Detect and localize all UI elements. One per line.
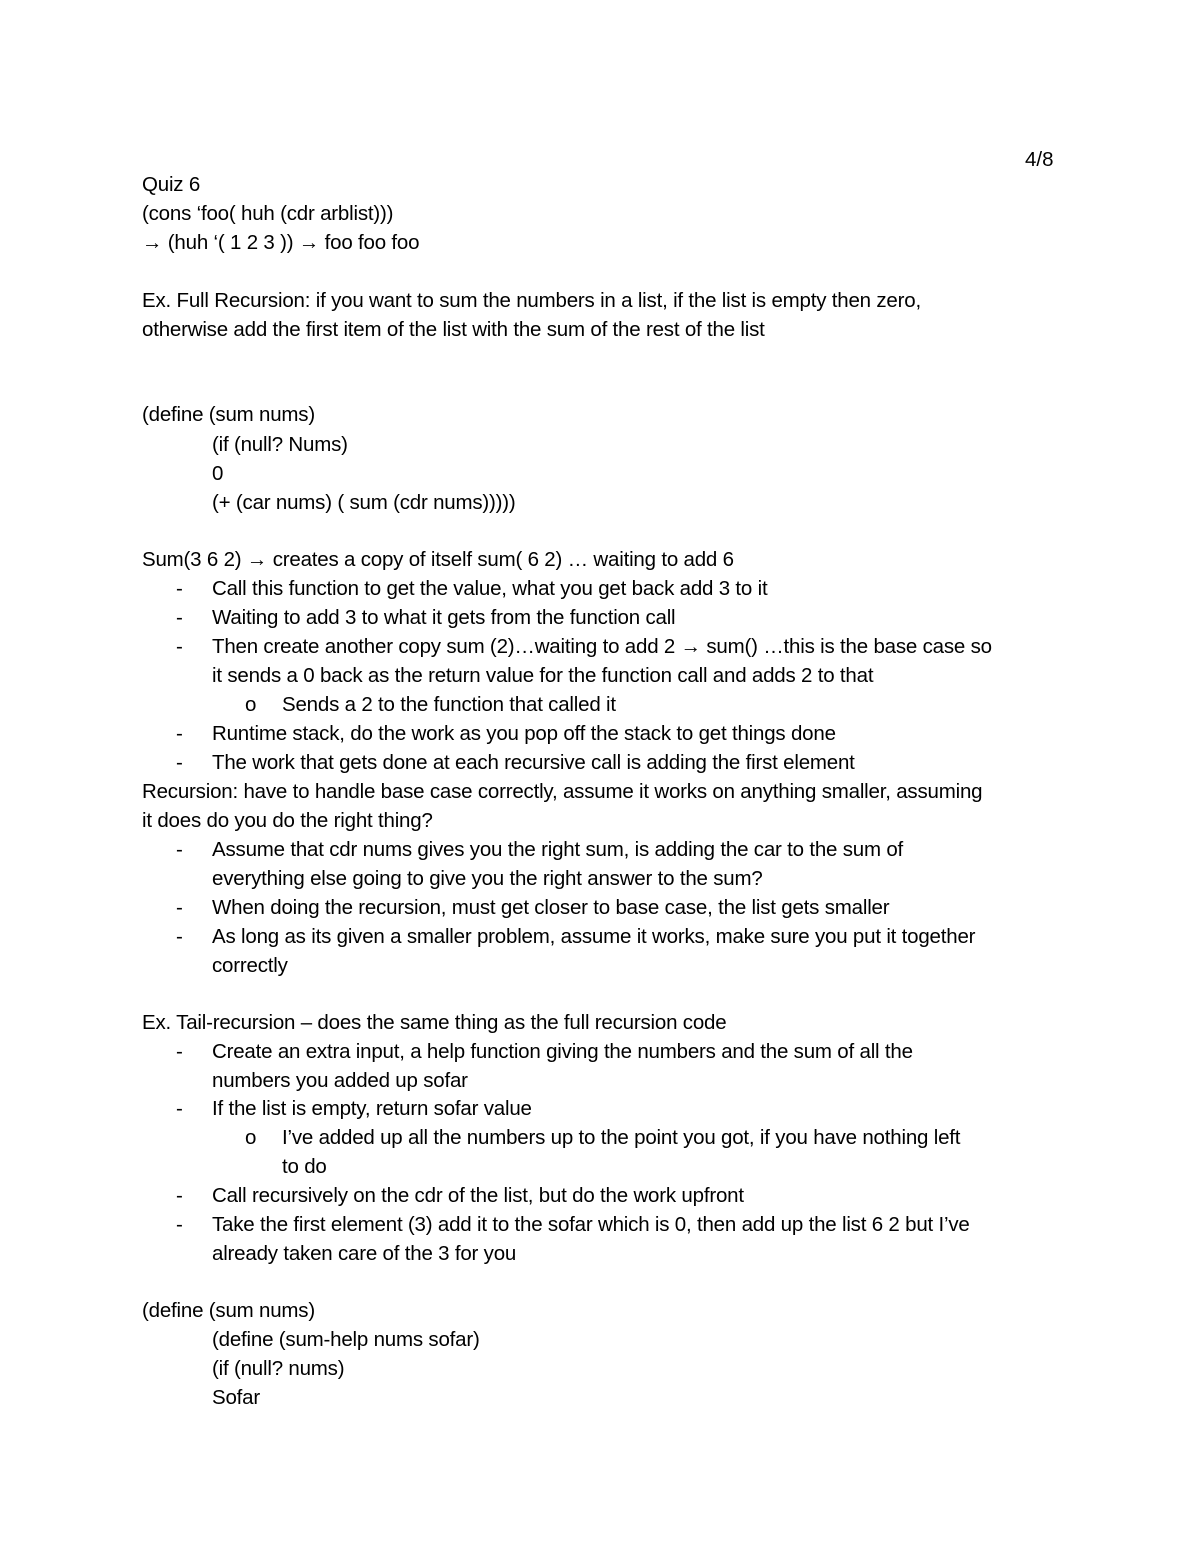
list-item: Runtime stack, do the work as you pop off the stack to get things done bbox=[212, 722, 836, 745]
bullet-circle: o bbox=[245, 693, 257, 716]
bullet-dash: - bbox=[176, 1213, 183, 1236]
list-item: If the list is empty, return sofar value bbox=[212, 1097, 532, 1120]
bullet-dash: - bbox=[176, 751, 183, 774]
code-line: (define (sum-help nums sofar) bbox=[212, 1328, 480, 1351]
text-line: it does do you do the right thing? bbox=[142, 809, 433, 832]
list-item: The work that gets done at each recursive call is adding the first element bbox=[212, 751, 855, 774]
list-item-continued: it sends a 0 back as the return value for the function call and adds 2 to that bbox=[212, 664, 874, 687]
bullet-dash: - bbox=[176, 722, 183, 745]
text-line: Recursion: have to handle base case correctly, assume it works on anything smaller, assuming bbox=[142, 780, 983, 803]
code-line: (define (sum nums) bbox=[142, 403, 315, 426]
sub-list-item: I’ve added up all the numbers up to the point you got, if you have nothing left bbox=[282, 1126, 961, 1149]
bullet-dash: - bbox=[176, 838, 183, 861]
code-line: (+ (car nums) ( sum (cdr nums))))) bbox=[212, 491, 516, 514]
bullet-dash: - bbox=[176, 606, 183, 629]
list-item: As long as its given a smaller problem, assume it works, make sure you put it together bbox=[212, 925, 976, 948]
bullet-dash: - bbox=[176, 1040, 183, 1063]
list-item: Create an extra input, a help function giving the numbers and the sum of all the bbox=[212, 1040, 913, 1063]
list-item: Take the first element (3) add it to the sofar which is 0, then add up the list 6 2 but I’ve bbox=[212, 1213, 970, 1236]
bullet-dash: - bbox=[176, 635, 183, 658]
sub-list-item: Sends a 2 to the function that called it bbox=[282, 693, 616, 716]
code-line: (if (null? Nums) bbox=[212, 433, 348, 456]
code-line: (if (null? nums) bbox=[212, 1357, 345, 1380]
code-line: Sofar bbox=[212, 1386, 260, 1409]
list-item: Call recursively on the cdr of the list, but do the work upfront bbox=[212, 1184, 744, 1207]
sub-list-item-continued: to do bbox=[282, 1155, 327, 1178]
bullet-dash: - bbox=[176, 577, 183, 600]
code-line: 0 bbox=[212, 462, 224, 485]
list-item: Waiting to add 3 to what it gets from the function call bbox=[212, 606, 676, 629]
text-line: (cons ‘foo( huh (cdr arblist))) bbox=[142, 202, 394, 225]
list-item: Then create another copy sum (2)…waiting to add 2 → sum() …this is the base case so bbox=[212, 635, 992, 658]
code-line: (define (sum nums) bbox=[142, 1299, 315, 1322]
bullet-dash: - bbox=[176, 1097, 183, 1120]
bullet-dash: - bbox=[176, 925, 183, 948]
text-line: otherwise add the first item of the list with the sum of the rest of the list bbox=[142, 318, 765, 341]
list-item: When doing the recursion, must get closer to base case, the list gets smaller bbox=[212, 896, 890, 919]
heading-quiz: Quiz 6 bbox=[142, 173, 201, 196]
text-line: Sum(3 6 2) → creates a copy of itself sum( 6 2) … waiting to add 6 bbox=[142, 548, 734, 571]
list-item-continued: everything else going to give you the right answer to the sum? bbox=[212, 867, 763, 890]
text-line: Ex. Full Recursion: if you want to sum the numbers in a list, if the list is empty then zero, bbox=[142, 289, 921, 312]
list-item-continued: already taken care of the 3 for you bbox=[212, 1242, 517, 1265]
bullet-dash: - bbox=[176, 896, 183, 919]
bullet-dash: - bbox=[176, 1184, 183, 1207]
text-line: Ex. Tail-recursion – does the same thing as the full recursion code bbox=[142, 1011, 727, 1034]
list-item: Call this function to get the value, what you get back add 3 to it bbox=[212, 577, 768, 600]
text-line: → (huh ‘( 1 2 3 )) → foo foo foo bbox=[142, 231, 420, 254]
list-item-continued: numbers you added up sofar bbox=[212, 1069, 468, 1092]
bullet-circle: o bbox=[245, 1126, 257, 1149]
page-date: 4/8 bbox=[1025, 148, 1054, 171]
list-item: Assume that cdr nums gives you the right sum, is adding the car to the sum of bbox=[212, 838, 904, 861]
list-item-continued: correctly bbox=[212, 954, 288, 977]
